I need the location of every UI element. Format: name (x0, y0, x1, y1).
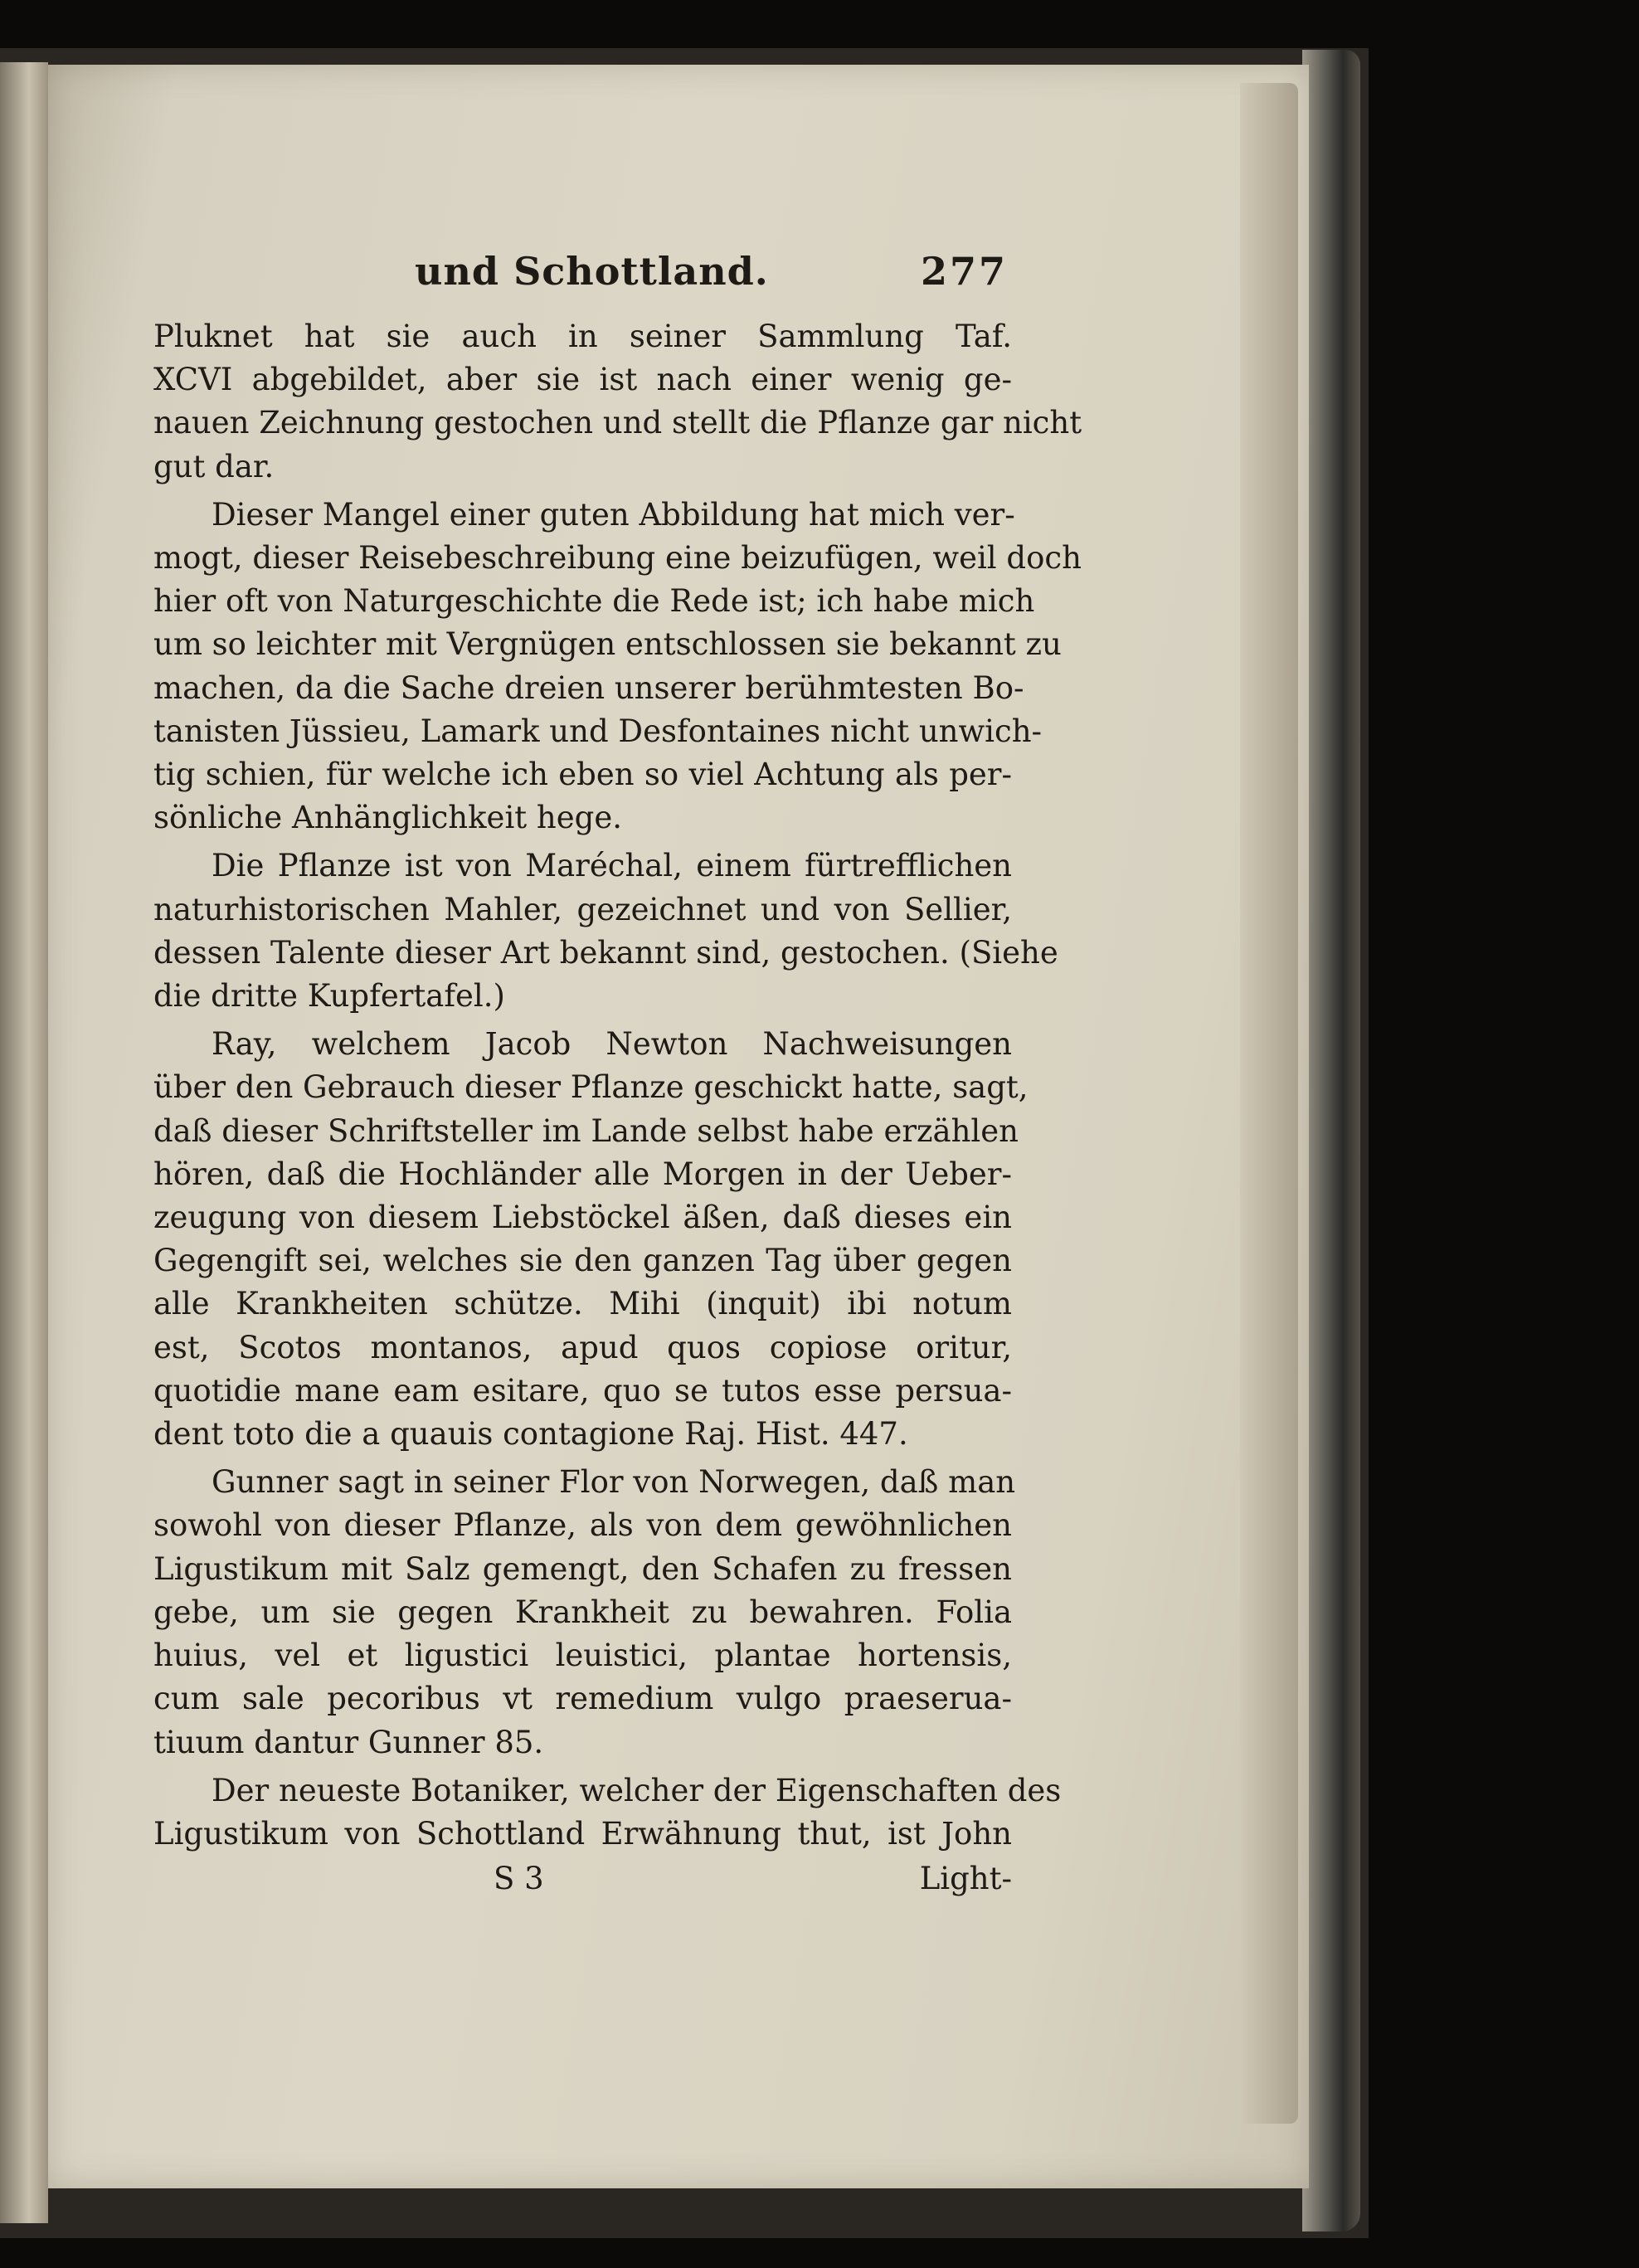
text-line: Der neueste Botaniker, welcher der Eigenschaften des (212, 1772, 1062, 1808)
page-fore-edge (1240, 83, 1298, 2124)
text-line: zeugung von diesem Liebstöckel äßen, daß dieses ein (153, 1200, 1012, 1236)
text-line: est, Scotos montanos, apud quos copiose oritur, (153, 1329, 1012, 1365)
text-line: daß dieser Schriftsteller im Lande selbst habe erzählen (153, 1112, 1019, 1149)
text-line: Ray, welchem Jacob Newton Nachweisungen (212, 1026, 1012, 1063)
paragraph (153, 1769, 1062, 1856)
text-line: Dieser Mangel einer guten Abbildung hat mich ver- (212, 496, 1015, 533)
facing-page-edge (0, 62, 48, 2223)
text-line: naturhistorischen Mahler, gezeichnet und von Sellier, (153, 891, 1012, 927)
paragraph (153, 844, 1058, 1018)
book-cover-edge (1302, 50, 1360, 2231)
text-line: hören, daß die Hochländer alle Morgen in der Ueber- (153, 1156, 1012, 1192)
text-line: tanisten Jüssieu, Lamark und Desfontaines nicht unwich- (153, 713, 1043, 749)
text-line: cum sale pecoribus vt remedium vulgo praeserua- (153, 1681, 1012, 1717)
text-line: sönliche Anhänglichkeit hege. (153, 800, 622, 836)
text-line: machen, da die Sache dreien unserer berühmtesten Bo- (153, 669, 1024, 706)
page-text (153, 249, 1082, 1907)
catchword: Light- (919, 1861, 1012, 1897)
text-line: Gegengift sei, welches sie den ganzen Tag über gegen (153, 1243, 1012, 1279)
text-line: mogt, dieser Reisebeschreibung eine beizufügen, weil doch (153, 540, 1082, 577)
text-line: um so leichter mit Vergnügen entschlossen sie bekannt zu (153, 626, 1062, 663)
text-line: Pluknet hat sie auch in seiner Sammlung Taf. (153, 319, 1012, 354)
text-line: alle Krankheiten schütze. Mihi (inquit) ibi notum (153, 1286, 1012, 1322)
text-line: gut dar. (153, 448, 275, 484)
text-line: tiuum dantur Gunner 85. (153, 1724, 544, 1760)
paragraph (153, 494, 1082, 840)
paragraph (153, 1023, 1029, 1456)
text-line: tig schien, für welche ich eben so viel Achtung als per- (153, 757, 1012, 793)
text-line: dessen Talente dieser Art bekannt sind, gestochen. (Siehe (153, 934, 1058, 971)
text-line: quotidie mane eam esitare, quo se tutos esse persua- (153, 1372, 1012, 1409)
text-line: hier oft von Naturgeschichte die Rede ist; ich habe mich (153, 583, 1035, 620)
text-line: Ligustikum mit Salz gemengt, den Schafen zu fressen (153, 1550, 1012, 1587)
text-line: sowohl von dieser Pflanze, als von dem gewöhnlichen (153, 1507, 1012, 1544)
text-line: gebe, um sie gegen Krankheit zu bewahren. Folia (153, 1594, 1012, 1630)
signature-mark: S 3 (494, 1861, 544, 1897)
paragraph (153, 315, 1082, 489)
text-line: nauen Zeichnung gestochen und stellt die Pflanze gar nicht (153, 405, 1082, 441)
text-line: Ligustikum von Schottland Erwähnung thut, ist John (153, 1815, 1012, 1852)
text-line: Gunner sagt in seiner Flor von Norwegen, daß man (212, 1464, 1016, 1501)
text-line: huius, vel et ligustici leuistici, plantae hortensis, (153, 1638, 1012, 1674)
text-line: die dritte Kupfertafel.) (153, 978, 505, 1015)
text-line: Die Pflanze ist von Maréchal, einem fürtrefflichen (212, 848, 1012, 884)
running-header (153, 249, 1012, 307)
text-line: XCVI abgebildet, aber sie ist nach einer wenig ge- (153, 362, 1012, 398)
body-text (153, 315, 1082, 1856)
text-line: dent toto die a quauis contagione Raj. Hist. 447. (153, 1416, 908, 1453)
text-line: über den Gebrauch dieser Pflanze geschickt hatte, sagt, (153, 1069, 1029, 1106)
page-number: 277 (920, 249, 1008, 294)
running-title: und Schottland. (415, 249, 769, 294)
page-footer (153, 1861, 1012, 1907)
paragraph (153, 1461, 1016, 1764)
